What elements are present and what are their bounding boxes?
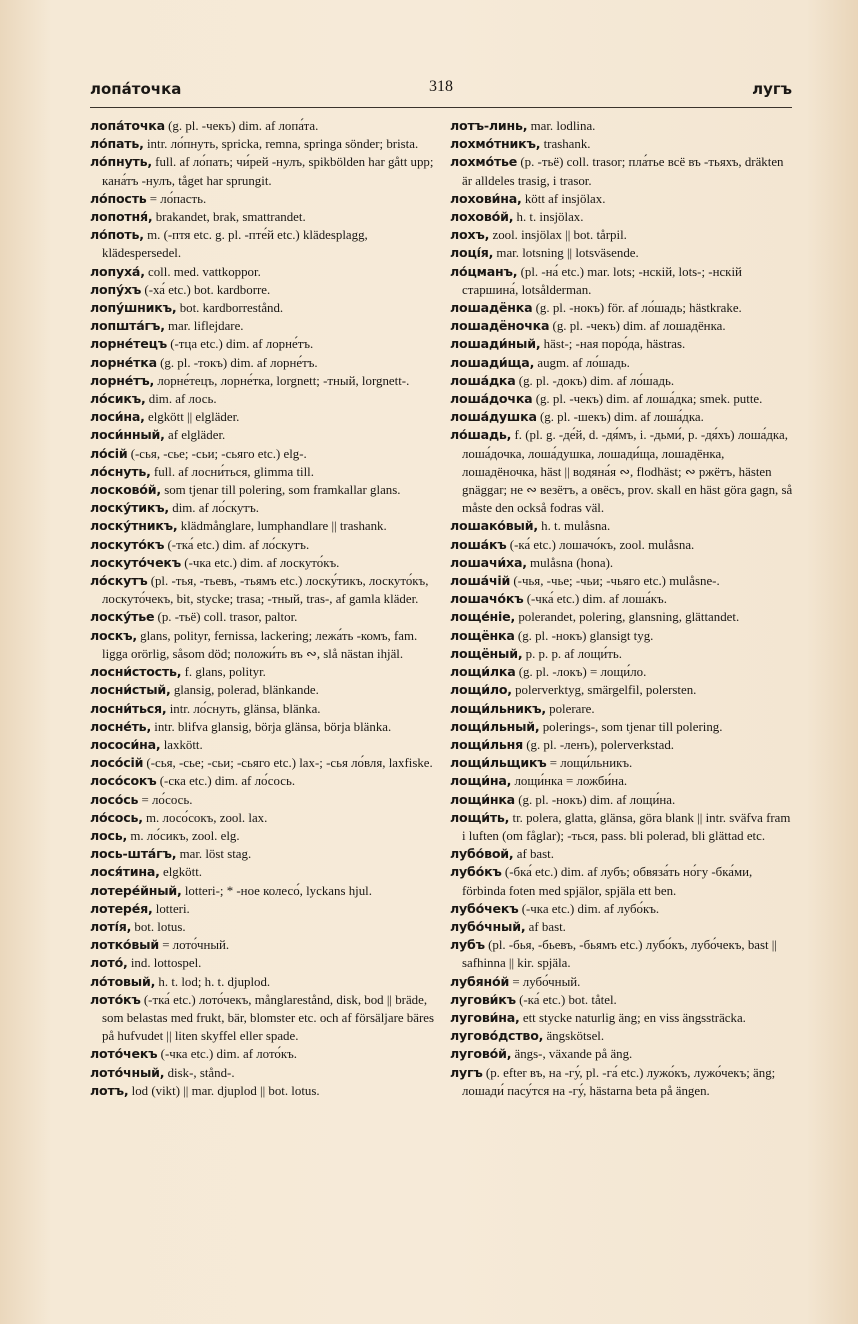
entry-definition: = лото́чный. <box>158 938 230 953</box>
dictionary-entry <box>90 954 440 972</box>
entry-headword: лугови́къ <box>450 991 516 1007</box>
entry-definition: bot. kardborrestånd. <box>176 301 284 316</box>
entry-headword: лосково́й, <box>90 482 161 498</box>
dictionary-entry <box>90 317 440 335</box>
entry-definition: (g. pl. -локъ) = лощи́ло. <box>515 665 647 680</box>
entry-headword: лубо́чекъ <box>450 900 519 916</box>
entry-definition: p. p. p. af лощи́ть. <box>522 646 623 661</box>
entry-definition: h. t. mulåsna. <box>537 519 611 534</box>
entry-definition: (g. pl. -нокъ) glansigt tyg. <box>514 628 654 643</box>
dictionary-entry <box>450 299 795 317</box>
dictionary-entry <box>90 1082 440 1100</box>
entry-definition: = ло́сось. <box>138 792 193 807</box>
entry-headword: лоті́я, <box>90 918 132 934</box>
dictionary-entry <box>450 572 795 590</box>
dictionary-entry <box>90 135 440 153</box>
entry-definition: (g. pl. -нокъ) för. af ло́шадь; hästkrake. <box>532 301 742 316</box>
entry-headword: лорне́тка <box>90 354 157 370</box>
dictionary-entry <box>90 445 440 463</box>
entry-definition: = лощи́льникъ. <box>546 756 633 771</box>
header-left-guideword: лопа́точка <box>90 80 182 98</box>
entry-headword: лосни́ться, <box>90 700 167 716</box>
entry-headword: лугово́дство, <box>450 1028 544 1044</box>
entry-headword: лопа́точка <box>90 118 165 133</box>
entry-headword: лотко́вый <box>90 937 159 953</box>
entry-headword: лощи́льный, <box>450 718 540 734</box>
entry-headword: лоси́нный, <box>90 427 165 443</box>
entry-definition: h. t. insjölax. <box>513 210 584 225</box>
dictionary-entry <box>90 190 440 208</box>
dictionary-entry <box>450 1045 795 1063</box>
entry-headword: лорне́тъ, <box>90 372 155 388</box>
dictionary-entry <box>90 263 440 281</box>
entry-definition: klädmånglare, lumphandlare || trashank. <box>177 519 387 534</box>
dictionary-entry <box>450 354 795 372</box>
dictionary-entry <box>450 754 795 772</box>
entry-definition: (g. pl. -шекъ) dim. af лоша́дка. <box>536 410 704 425</box>
dictionary-entry <box>90 226 440 262</box>
dictionary-entry <box>450 645 795 663</box>
entry-headword: лоще́ніе, <box>450 609 516 625</box>
entry-definition: mulåsna (hona). <box>526 555 614 570</box>
dictionary-entry <box>450 208 795 226</box>
entry-definition: (g. pl. -токъ) dim. af лорне́тъ. <box>156 355 318 370</box>
entry-definition: intr. blifva glansig, börja glänsa, börja blänka. <box>151 719 392 734</box>
dictionary-entry <box>450 900 795 918</box>
entry-definition: disk-, stånd-. <box>164 1065 235 1080</box>
entry-definition: (-бка́ etc.) dim. af лубъ; обвяза́ть но́гу -бка́ми, förbinda foten med spjälor, spjäla ett ben. <box>462 865 753 898</box>
right-column <box>450 117 795 1100</box>
entry-definition: (-ка́ etc.) bot. tåtel. <box>515 992 617 1007</box>
dictionary-entry <box>90 408 440 426</box>
entry-definition: polerverktyg, smärgelfil, polersten. <box>511 683 697 698</box>
entry-definition: ett stycke naturlig äng; en viss ängssträcka. <box>519 1010 746 1025</box>
entry-headword: лосни́стость, <box>90 664 182 680</box>
dictionary-entry <box>450 681 795 699</box>
dictionary-entry <box>450 135 795 153</box>
dictionary-entry <box>90 117 440 135</box>
entry-headword: лось, <box>90 827 128 843</box>
header-right-guideword: лугъ <box>752 80 792 98</box>
dictionary-entry <box>90 354 440 372</box>
entry-headword: лососи́на, <box>90 736 161 752</box>
dictionary-entry <box>90 809 440 827</box>
entry-headword: лопу́хъ <box>90 281 142 297</box>
dictionary-entry <box>90 499 440 517</box>
entry-definition: full. af лосни́ться, glimma till. <box>150 464 314 479</box>
dictionary-entry <box>90 335 440 353</box>
entry-headword: лося́тина, <box>90 864 160 880</box>
dictionary-entry <box>450 426 795 517</box>
entry-headword: ло́пнуть, <box>90 154 152 170</box>
entry-headword: лугъ <box>450 1064 483 1080</box>
entry-definition: лорне́тецъ, лорне́тка, lorgnett; -тный, lorgnett-. <box>154 373 410 388</box>
entry-headword: лото́, <box>90 955 128 971</box>
entry-definition: lod (vikt) || mar. djuplod || bot. lotus. <box>128 1083 320 1098</box>
entry-definition: (g. pl. -нокъ) dim. af лощи́на. <box>514 792 676 807</box>
entry-headword: лоша́дочка <box>450 391 533 407</box>
entry-definition: (g. pl. -чекъ) dim. af лошадёнка. <box>549 319 726 334</box>
dictionary-entry <box>90 554 440 572</box>
entry-headword: ло́поть, <box>90 227 144 243</box>
page-number: 318 <box>429 78 453 95</box>
entry-definition: (g. pl. -докъ) dim. af ло́шадь. <box>515 373 675 388</box>
entry-definition: som tjenar till polering, som framkallar glans. <box>160 483 401 498</box>
entry-headword: ло́сій <box>90 445 128 461</box>
entry-headword: лоску́тникъ, <box>90 518 178 534</box>
entry-headword: лохъ, <box>450 227 490 243</box>
entry-definition: (-ха́ etc.) bot. kardborre. <box>141 282 271 297</box>
entry-headword: лосо́сокъ <box>90 773 157 789</box>
entry-definition: af bast. <box>513 847 554 862</box>
entry-headword: ло́шадь, <box>450 427 512 443</box>
dictionary-entry <box>90 481 440 499</box>
dictionary-entry <box>450 408 795 426</box>
entry-headword: лохово́й, <box>450 209 514 225</box>
dictionary-entry <box>90 536 440 554</box>
dictionary-entry <box>90 608 440 626</box>
dictionary-entry <box>90 208 440 226</box>
dictionary-entry <box>90 845 440 863</box>
dictionary-entry <box>450 1027 795 1045</box>
entry-definition: full. af ло́пать; чи́рей -нулъ, spikbölden har gått upp; кана́тъ -нулъ, tåget har sprungit. <box>102 155 434 188</box>
dictionary-entry <box>450 536 795 554</box>
entry-headword: лорне́тецъ <box>90 336 167 352</box>
entry-headword: лощи́льщикъ <box>450 755 547 771</box>
entry-headword: лубо́чный, <box>450 918 526 934</box>
entry-definition: (p. -тьё) coll. trasor, paltor. <box>154 610 298 625</box>
entry-headword: лощи́ло, <box>450 682 512 698</box>
dictionary-entry <box>450 991 795 1009</box>
entry-definition: dim. af ло́скутъ. <box>169 501 259 516</box>
dictionary-entry <box>450 809 795 845</box>
left-column <box>90 117 440 1100</box>
entry-headword: лоску́тье <box>90 609 155 625</box>
entry-definition: intr. ло́снуть, glänsa, blänka. <box>166 701 321 716</box>
entry-definition: (-сья, -сье; -сьи; -сьяго etc.) elg-. <box>127 446 307 461</box>
entry-definition: (pl. -бья, -бьевъ, -бьямъ etc.) лубо́къ, лубо́чекъ, bast || safhinna || kir. spjäla. <box>462 938 777 971</box>
dictionary-entry <box>450 317 795 335</box>
entry-headword: ло́скутъ <box>90 573 148 589</box>
entry-headword: лохмо́тникъ, <box>450 136 541 152</box>
entry-definition: mar. lotsning || lotsväsende. <box>493 246 639 261</box>
dictionary-entry <box>90 918 440 936</box>
dictionary-entry <box>450 663 795 681</box>
entry-headword: лоси́на, <box>90 409 145 425</box>
entry-headword: лугово́й, <box>450 1046 512 1062</box>
entry-headword: лощи́нка <box>450 791 515 807</box>
entry-definition: mar. liflejdare. <box>164 319 244 334</box>
entry-headword: лубо́къ <box>450 864 502 880</box>
entry-definition: glansig, polerad, blänkande. <box>170 683 319 698</box>
dictionary-entry <box>450 936 795 972</box>
entry-definition: dim. af лось. <box>145 392 217 407</box>
entry-headword: лотере́я, <box>90 900 153 916</box>
dictionary-entry <box>90 973 440 991</box>
entry-headword: ло́снуть, <box>90 463 151 479</box>
entry-headword: лоскуто́чекъ <box>90 554 182 570</box>
dictionary-entry <box>90 736 440 754</box>
dictionary-entry <box>90 882 440 900</box>
entry-headword: лосо́сь <box>90 791 139 807</box>
entry-definition: m. (-птя etc. g. pl. -пте́й etc.) klädesplagg, klädespersedel. <box>102 228 368 261</box>
dictionary-entry <box>90 627 440 663</box>
entry-headword: лоці́я, <box>450 245 494 261</box>
entry-headword: лоша́чій <box>450 573 511 589</box>
dictionary-entry <box>450 608 795 626</box>
entry-headword: лось-шта́гъ, <box>90 846 177 862</box>
dictionary-entry <box>450 791 795 809</box>
entry-definition: intr. ло́пнуть, spricka, remna, springa sönder; brista. <box>143 137 419 152</box>
dictionary-entry <box>450 863 795 899</box>
dictionary-entry <box>450 226 795 244</box>
dictionary-entry <box>90 572 440 608</box>
entry-definition: ängskötsel. <box>543 1029 605 1044</box>
dictionary-entry <box>90 463 440 481</box>
entry-definition: polerare. <box>545 701 595 716</box>
entry-headword: лохмо́тье <box>450 154 518 170</box>
entry-headword: лощи́ть, <box>450 809 510 825</box>
entry-headword: лощи́на, <box>450 773 512 789</box>
entry-headword: лощи́льня <box>450 736 523 752</box>
entry-headword: лощёнка <box>450 627 515 643</box>
dictionary-entry <box>450 190 795 208</box>
dictionary-entry <box>450 244 795 262</box>
entry-headword: лошадёнка <box>450 300 533 316</box>
entry-definition: lotteri. <box>152 901 190 916</box>
entry-definition: (-тца etc.) dim. af лорне́тъ. <box>166 337 314 352</box>
dictionary-entry <box>90 663 440 681</box>
entry-headword: лото́чный, <box>90 1064 165 1080</box>
dictionary-entry <box>90 372 440 390</box>
entry-headword: лоскуто́къ <box>90 536 165 552</box>
entry-headword: лосни́стый, <box>90 682 171 698</box>
dictionary-entry <box>90 827 440 845</box>
entry-headword: лопотня́, <box>90 209 153 225</box>
entry-headword: лощи́лка <box>450 664 516 680</box>
dictionary-entry <box>450 517 795 535</box>
entry-definition: f. (pl. g. -де́й, d. -дя́мъ, i. -дьми́, p. -дя́хъ) лоша́дка, лоша́дочка, лоша́душка, лошади́ща, лошадёнка, лошадёночка, häst || водяна́я ∾, flodhäst; ∾ ржётъ, hästen gnäggar; не ∾ везётъ, а овёсъ, prov. skall en häst göra gagn, så måste den också fodras väl. <box>462 428 793 516</box>
dictionary-entry <box>450 590 795 608</box>
entry-definition: (g. pl. -чекъ) dim. af лопа́та. <box>164 119 319 133</box>
entry-headword: лощёный, <box>450 645 523 661</box>
entry-headword: ло́сось, <box>90 809 143 825</box>
entry-definition: (g. pl. -ленъ), polerverkstad. <box>523 737 675 752</box>
entry-headword: лоша́къ <box>450 536 507 552</box>
entry-headword: лопшта́гъ, <box>90 318 165 334</box>
entry-definition: h. t. lod; h. t. djuplod. <box>155 974 271 989</box>
dictionary-entry <box>450 718 795 736</box>
entry-definition: coll. med. vattkoppor. <box>144 264 261 279</box>
dictionary-entry <box>450 772 795 790</box>
entry-definition: elgkött. <box>159 865 202 880</box>
entry-definition: zool. insjölax || bot. tårpil. <box>489 228 627 243</box>
entry-definition: (p. -тьё) coll. trasor; пла́тье всё въ -тьяхъ, dräkten är alldeles trasig, i trasor. <box>462 155 784 188</box>
entry-definition: (-чка etc.) dim. af лубо́къ. <box>518 901 660 916</box>
entry-headword: лопу́шникъ, <box>90 300 177 316</box>
entry-headword: лубъ <box>450 937 485 953</box>
entry-definition: häst-; -ная поро́да, hästras. <box>540 337 686 352</box>
entry-definition: af bast. <box>525 919 566 934</box>
entry-definition: (pl. -на́ etc.) mar. lots; -нскій, lots-; -нскій старшина́, lotsålderman. <box>462 264 742 297</box>
entry-headword: лошачо́къ <box>450 591 524 607</box>
dictionary-entry <box>90 900 440 918</box>
dictionary-entry <box>450 1009 795 1027</box>
dictionary-entry <box>90 718 440 736</box>
entry-definition: augm. af ло́шадь. <box>534 355 630 370</box>
entry-definition: (-чья, -чье; -чьи; -чьяго etc.) mulåsne-. <box>510 574 720 589</box>
dictionary-entry <box>450 390 795 408</box>
entry-headword: лошадёночка <box>450 318 550 334</box>
entry-definition: elgkött || elgläder. <box>144 410 240 425</box>
entry-definition: m. ло́сикъ, zool. elg. <box>127 828 240 843</box>
dictionary-entry <box>90 754 440 772</box>
entry-headword: лото́чекъ <box>90 1046 158 1062</box>
entry-definition: mar. lodlina. <box>527 119 596 133</box>
entry-definition: ängs-, växande på äng. <box>511 1047 633 1062</box>
entry-definition: (-тка́ etc.) dim. af ло́скутъ. <box>164 537 310 552</box>
entry-headword: ло́цманъ, <box>450 263 518 279</box>
page-header <box>90 76 792 100</box>
entry-definition: af elgläder. <box>164 428 226 443</box>
dictionary-entry <box>90 1045 440 1063</box>
entry-definition: (-тка́ etc.) лото́чекъ, månglarestånd, disk, bod || bräde, som belastas med frukt, bär, blomster etc. och af försäljare bäres på hufvudet || liten skyffel eller spade. <box>102 992 435 1044</box>
entry-definition: (pl. -тья, -тьевъ, -тьямъ etc.) лоску́тикъ, лоскуто́къ, лоскуто́чекъ, bit, stycke; trasa; -тный, tras-, af gamla kläder. <box>102 574 429 607</box>
entry-headword: лубо́вой, <box>450 846 514 862</box>
dictionary-entry <box>450 1064 795 1100</box>
dictionary-entry <box>450 372 795 390</box>
entry-headword: лугови́на, <box>450 1009 520 1025</box>
header-rule <box>90 107 792 108</box>
entry-definition: laxkött. <box>160 737 203 752</box>
entry-definition: bot. lotus. <box>131 919 186 934</box>
entry-headword: лошади́ща, <box>450 354 535 370</box>
dictionary-entry <box>90 772 440 790</box>
entry-headword: лохови́на, <box>450 190 522 206</box>
entry-headword: ло́пать, <box>90 136 144 152</box>
dictionary-entry <box>90 390 440 408</box>
dictionary-entry <box>90 991 440 1046</box>
dictionary-entry <box>450 973 795 991</box>
entry-headword: лоша́дка <box>450 372 516 388</box>
entry-definition: glans, polityr, fernissa, lackering; лежа́ть -комъ, fam. ligga orörlig, såsom död; положи́ть въ ∾, slå nästan ihjäl. <box>102 628 418 661</box>
entry-headword: ло́сикъ, <box>90 391 146 407</box>
entry-definition: (-сья, -сье; -сьи; -сьяго etc.) lax-; -сья ло́вля, laxfiske. <box>143 756 433 771</box>
dictionary-entry <box>450 153 795 189</box>
dictionary-entry <box>90 936 440 954</box>
dictionary-entry <box>450 918 795 936</box>
entry-definition: = ло́пасть. <box>146 191 207 206</box>
entry-definition: (-ка́ etc.) лошачо́къ, zool. mulåsna. <box>506 537 695 552</box>
entry-definition: polerings-, som tjenar till polering. <box>539 719 723 734</box>
dictionary-entry <box>450 263 795 299</box>
entry-definition: brakandet, brak, smattrandet. <box>152 210 306 225</box>
entry-headword: ло́товый, <box>90 973 156 989</box>
entry-headword: лоша́душка <box>450 409 537 425</box>
dictionary-entry <box>450 736 795 754</box>
entry-definition: polerandet, polering, glansning, glättandet. <box>515 610 740 625</box>
entry-definition: (g. pl. -чекъ) dim. af лоша́дка; smek. putte. <box>532 392 763 407</box>
dictionary-entry <box>450 554 795 572</box>
entry-definition: (-чка́ etc.) dim. af лоша́къ. <box>523 592 667 607</box>
dictionary-entry <box>90 1064 440 1082</box>
entry-headword: лошачи́ха, <box>450 554 527 570</box>
dictionary-entry <box>90 700 440 718</box>
dictionary-entry <box>450 627 795 645</box>
entry-headword: лощи́льникъ, <box>450 700 546 716</box>
entry-definition: лощи́нка = ложби́на. <box>511 774 628 789</box>
dictionary-entry <box>90 299 440 317</box>
entry-headword: лоскъ, <box>90 627 137 643</box>
entry-definition: ind. lottospel. <box>127 956 202 971</box>
entry-definition: (-чка etc.) dim. af лоскуто́къ. <box>181 555 340 570</box>
entry-definition: (-чка etc.) dim. af лото́къ. <box>157 1047 298 1062</box>
dictionary-entry <box>90 426 440 444</box>
dictionary-entry <box>90 517 440 535</box>
dictionary-entry <box>90 681 440 699</box>
entry-headword: лошако́вый, <box>450 518 538 534</box>
dictionary-entry <box>450 335 795 353</box>
entry-headword: лосне́ть, <box>90 718 152 734</box>
entry-definition: lotteri-; * -ное колесо́, lyckans hjul. <box>181 883 372 898</box>
dictionary-entry <box>90 791 440 809</box>
entry-headword: лопуха́, <box>90 263 145 279</box>
dictionary-entry <box>450 845 795 863</box>
entry-headword: ло́пость <box>90 190 147 206</box>
dictionary-entry <box>90 863 440 881</box>
entry-definition: = лубо́чный. <box>509 974 581 989</box>
entry-headword: лотъ, <box>90 1082 129 1098</box>
entry-definition: m. лосо́сокъ, zool. lax. <box>142 810 268 825</box>
entry-definition: tr. polera, glatta, glänsa, göra blank || intr. sväfva fram i luften (om fåglar); -ться, pass. bli polerad, bli glättad etc. <box>462 810 791 843</box>
entry-definition: (-ска etc.) dim. af ло́сось. <box>156 774 296 789</box>
entry-definition: kött af insjölax. <box>521 191 606 206</box>
entry-headword: лошади́ный, <box>450 336 541 352</box>
entry-headword: лубяно́й <box>450 973 510 989</box>
dictionary-entry <box>90 281 440 299</box>
entry-headword: лоску́тикъ, <box>90 500 170 516</box>
entry-definition: f. glans, polityr. <box>181 665 266 680</box>
entry-definition: trashank. <box>540 137 591 152</box>
dictionary-entry <box>450 700 795 718</box>
dictionary-entry <box>450 117 795 135</box>
dictionary-entry <box>90 153 440 189</box>
entry-headword: лото́къ <box>90 991 141 1007</box>
entry-definition: mar. löst stag. <box>176 847 252 862</box>
entry-headword: лосо́сій <box>90 755 144 771</box>
entry-definition: (p. efter въ, на -гу́, pl. -га́ etc.) лужо́къ, лужо́чекъ; äng; лошади́ пасу́тся на -гу́, hästarna beta på ängen. <box>462 1065 776 1098</box>
entry-headword: лотъ-линь, <box>450 118 528 133</box>
entry-headword: лотере́йный, <box>90 882 182 898</box>
